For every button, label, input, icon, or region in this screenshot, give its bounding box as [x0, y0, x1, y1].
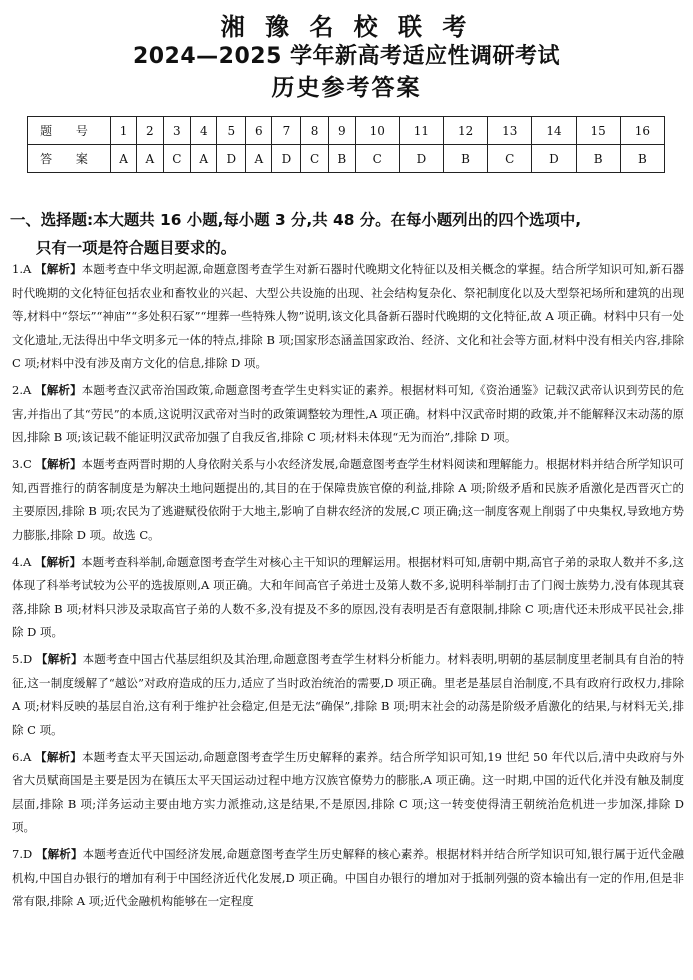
answer-cell: B [328, 145, 355, 173]
question-number: 14 [532, 117, 576, 145]
question-number: 11 [399, 117, 443, 145]
question-number: 15 [576, 117, 620, 145]
question-explanations [12, 258, 684, 917]
explanation-text: 本题考查汉武帝治国政策,命题意图考查学生史料实证的素养。根据材料可知,《资治通鉴》记载汉武帝认识到劳民的危害,并指出了其“劳民”的本质,这说明汉武帝对当时的政策调整较为理性,A 项正确。材料中汉武帝时期的政策,并不能解释汉末动荡的原因,排除 B 项;该记载不能证明汉武帝加强了自我反省,排除 C 项;材料未体现“无为而治”,排除 D 项。 [12, 383, 685, 444]
answer-cell: A [191, 145, 217, 173]
analysis-tag: 【解析】 [35, 457, 82, 471]
question-number: 5 [217, 117, 246, 145]
section-heading [10, 206, 690, 262]
question-number: 7 [272, 117, 301, 145]
answer-cell: A [246, 145, 272, 173]
question-explanation [12, 551, 684, 645]
question-explanation [12, 648, 684, 742]
question-number: 1 [111, 117, 137, 145]
question-number: 6 [246, 117, 272, 145]
explanation-text: 本题考查太平天国运动,命题意图考查学生历史解释的素养。结合所学知识可知,19 世纪 50 年代以后,清中央政府与外省大员赋商国是主要是因为在镇压太平天国运动过程中地方汉族官僚势力的膨胀,A 项正确。这一时期,中国的近代化并没有触及制度层面,排除 B 项;洋务运动主要由地方实力派推动,这是结果,不是原因,排除 C 项;这一转变使得清王朝统治危机进一步加深,排除 D 项。 [12, 749, 684, 834]
question-number: 4 [191, 117, 217, 145]
question-explanation [12, 843, 684, 914]
section-heading-line2: 只有一项是符合题目要求的。 [36, 239, 237, 257]
question-explanation [12, 379, 684, 450]
question-number-answer: 3.C [12, 457, 32, 471]
answer-label: 答 案 [28, 145, 111, 173]
exam-name-title: 2024—2025 学年新高考适应性调研考试 [132, 44, 561, 69]
analysis-tag: 【解析】 [35, 749, 82, 764]
analysis-tag: 【解析】 [34, 554, 82, 569]
explanation-text: 本题考查两晋时期的人身依附关系与小农经济发展,命题意图考查学生材料阅读和理解能力。根据材料并结合所学知识可知,西晋推行的荫客制度是为解决土地问题提出的,其目的在于保障贵族官僚的利益,排除 A 项;阶级矛盾和民族矛盾激化是西晋灭亡的主要原因,排除 B 项;农民为了逃避赋役依附于大地主,影响了自耕农经济的发展,C 项正确;这一制度客观上削弱了中央集权,导致地方势力膨胀,排除 D 项。故选 C。 [12, 457, 685, 542]
question-number: 3 [163, 117, 191, 145]
question-explanation [12, 746, 684, 840]
answer-cell: B [576, 145, 620, 173]
question-number: 13 [488, 117, 532, 145]
answer-cell: B [443, 145, 487, 173]
question-number-answer: 5.D [12, 652, 33, 666]
question-number-answer: 4.A [12, 554, 32, 569]
answer-cell: C [488, 145, 532, 173]
question-explanation [12, 258, 684, 376]
answer-row [28, 145, 665, 173]
explanation-text: 本题考查近代中国经济发展,命题意图考查学生历史解释的核心素养。根据材料并结合所学知识可知,银行属于近代金融机构,中国自办银行的增加有利于中国经济近代化发展,D 项正确。中国自办银行的增加对于抵制列强的资本输出有一定的作用,但是非常有限,排除 A 项;近代金融机构能够在一定程度 [12, 847, 685, 908]
question-number-answer: 1.A [12, 262, 32, 276]
answer-cell: C [163, 145, 191, 173]
question-number: 8 [301, 117, 329, 145]
answer-cell: C [355, 145, 399, 173]
answer-key-title: 历史参考答案 [271, 75, 422, 101]
question-number: 12 [443, 117, 487, 145]
question-number: 16 [620, 117, 664, 145]
question-explanation [12, 453, 684, 547]
question-number-answer: 7.D [12, 847, 33, 861]
question-number-label: 题 号 [28, 117, 111, 145]
answer-cell: D [272, 145, 301, 173]
question-number: 10 [355, 117, 399, 145]
answer-cell: A [111, 145, 137, 173]
analysis-tag: 【解析】 [35, 262, 82, 276]
question-number: 2 [137, 117, 163, 145]
answer-cell: D [217, 145, 246, 173]
answer-cell: A [137, 145, 163, 173]
section-heading-line1: 一、选择题:本大题共 16 小题,每小题 3 分,共 48 分。在每小题列出的四个选项中, [10, 211, 582, 229]
analysis-tag: 【解析】 [36, 847, 83, 861]
explanation-text: 本题考查中华文明起源,命题意图考查学生对新石器时代晚期文化特征以及相关概念的掌握。结合所学知识可知,新石器时代晚期的文化特征包括农业和畜牧业的兴起、大型公共设施的出现、社会结构复杂化、祭祀制度化以及大型祭祀场所和建筑的出现等,材料中“祭坛”“神庙”“多处积石冢”“埋葬一些特殊人物”说明,该文化具备新石器时代晚期的文化特征,故 A 项正确。材料中只有一处文化遗址,无法得出中华文明多元一体的特点,排除 B 项;国家形态涵盖国家政治、经济、文化和社会等方面,材料中没有相关内容,排除 C 项;材料中没有涉及南方文化的信息,排除 D 项。 [12, 262, 685, 370]
answer-cell: C [301, 145, 329, 173]
analysis-tag: 【解析】 [36, 652, 83, 666]
explanation-text: 本题考查科举制,命题意图考查学生对核心主干知识的理解运用。根据材料可知,唐朝中期,高官子弟的录取人数并不多,这体现了科举考试较为公平的选拔原则,A 项正确。大和年间高官子弟进士及第人数不多,说明科举制打击了门阀士族势力,没有体现其衰落,排除 B 项;材料只涉及录取高官子弟的人数不多,没有提及不多的原因,没有表明是否有意限制,排除 C 项;唐代还未形成平民社会,排除 D 项。 [12, 554, 685, 639]
answer-cell: D [532, 145, 576, 173]
answer-cell: B [620, 145, 664, 173]
answer-cell: D [399, 145, 443, 173]
analysis-tag: 【解析】 [35, 383, 82, 397]
answer-table [27, 116, 665, 173]
question-number-answer: 6.A [12, 749, 32, 764]
question-number-row [28, 117, 665, 145]
exam-org-title: 湘 豫 名 校 联 考 [220, 13, 473, 41]
explanation-text: 本题考查中国古代基层组织及其治理,命题意图考查学生材料分析能力。材料表明,明朝的基层制度里老制具有自治的特征,这一制度缓解了“越讼”对政府造成的压力,适应了当时政治统治的需要,D 项正确。里老是基层自治制度,不具有政府行政权力,排除 A 项;材料反映的基层自治,这有利于维护社会稳定,但是无法“确保”,排除 B 项;明末社会的动荡是阶级矛盾激化的结果,与材料无关,排除 C 项。 [12, 652, 685, 737]
question-number-answer: 2.A [12, 383, 32, 397]
question-number: 9 [328, 117, 355, 145]
